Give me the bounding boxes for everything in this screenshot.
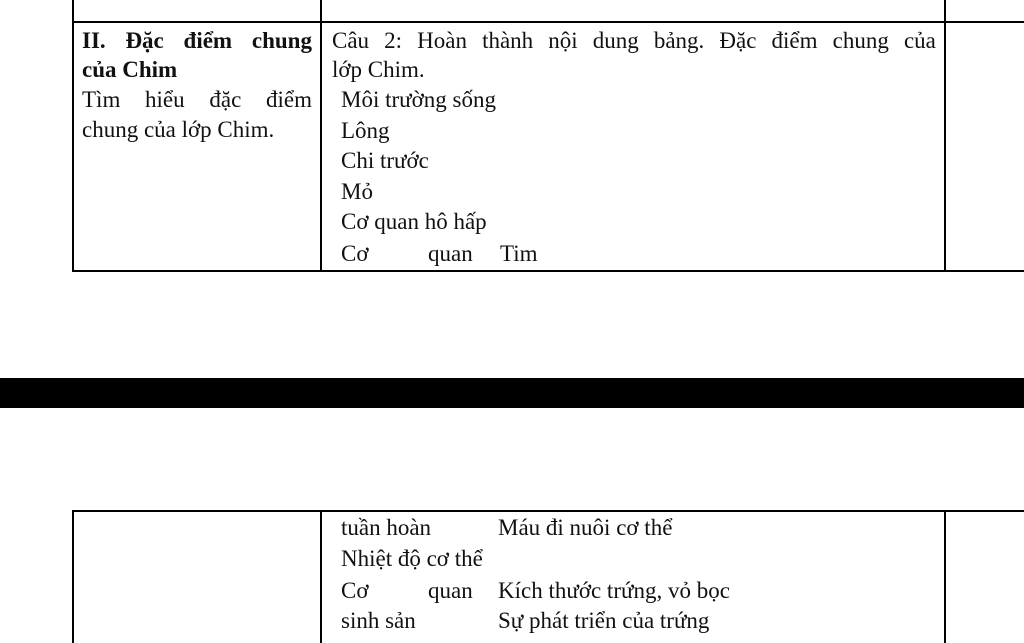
top-table-row-line xyxy=(72,21,1024,23)
top-table-right-divider xyxy=(944,0,946,272)
bottom-table-right-divider xyxy=(944,510,946,643)
section-desc-line2: chung của lớp Chim. xyxy=(82,117,275,142)
blood-supply-text: Máu đi nuôi cơ thể xyxy=(498,515,673,540)
reproduction-label: sinh sản xyxy=(341,608,416,633)
section-desc-line1: Tìm hiểu đặc điểm xyxy=(82,87,312,112)
reproductive-label-a: Cơ xyxy=(341,578,369,603)
top-table-col-divider xyxy=(320,0,322,272)
item-circulatory-a: Cơ xyxy=(341,241,369,266)
item-forelimbs: Chi trước xyxy=(341,148,429,173)
item-circulatory-b: quan xyxy=(428,241,473,266)
section-heading-line2: của Chim xyxy=(82,57,178,82)
bottom-table-left-border xyxy=(72,510,74,643)
item-respiratory: Cơ quan hô hấp xyxy=(341,209,487,234)
top-table-left-border xyxy=(72,0,74,272)
question-line1: Câu 2: Hoàn thành nội dung bảng. Đặc điểm chung của xyxy=(332,28,936,53)
question-line2: lớp Chim. xyxy=(332,57,425,82)
item-environment: Môi trường sống xyxy=(341,87,496,112)
top-table-bottom-line xyxy=(72,270,1024,272)
item-feathers: Lông xyxy=(341,118,390,143)
item-heart: Tim xyxy=(500,241,538,266)
bottom-table-col-divider xyxy=(320,510,322,643)
reproductive-label-b: quan xyxy=(428,578,473,603)
egg-size-text: Kích thước trứng, vỏ bọc xyxy=(498,578,730,603)
item-beak: Mỏ xyxy=(341,179,373,204)
section-heading-line1: II. Đặc điểm chung xyxy=(82,28,312,53)
bottom-table-top-line xyxy=(72,510,1024,512)
egg-development-text: Sự phát triển của trứng xyxy=(498,608,710,633)
circulatory-label: tuần hoàn xyxy=(341,515,432,540)
body-temperature-label: Nhiệt độ cơ thể xyxy=(341,546,483,571)
separator-bar xyxy=(0,378,1024,408)
